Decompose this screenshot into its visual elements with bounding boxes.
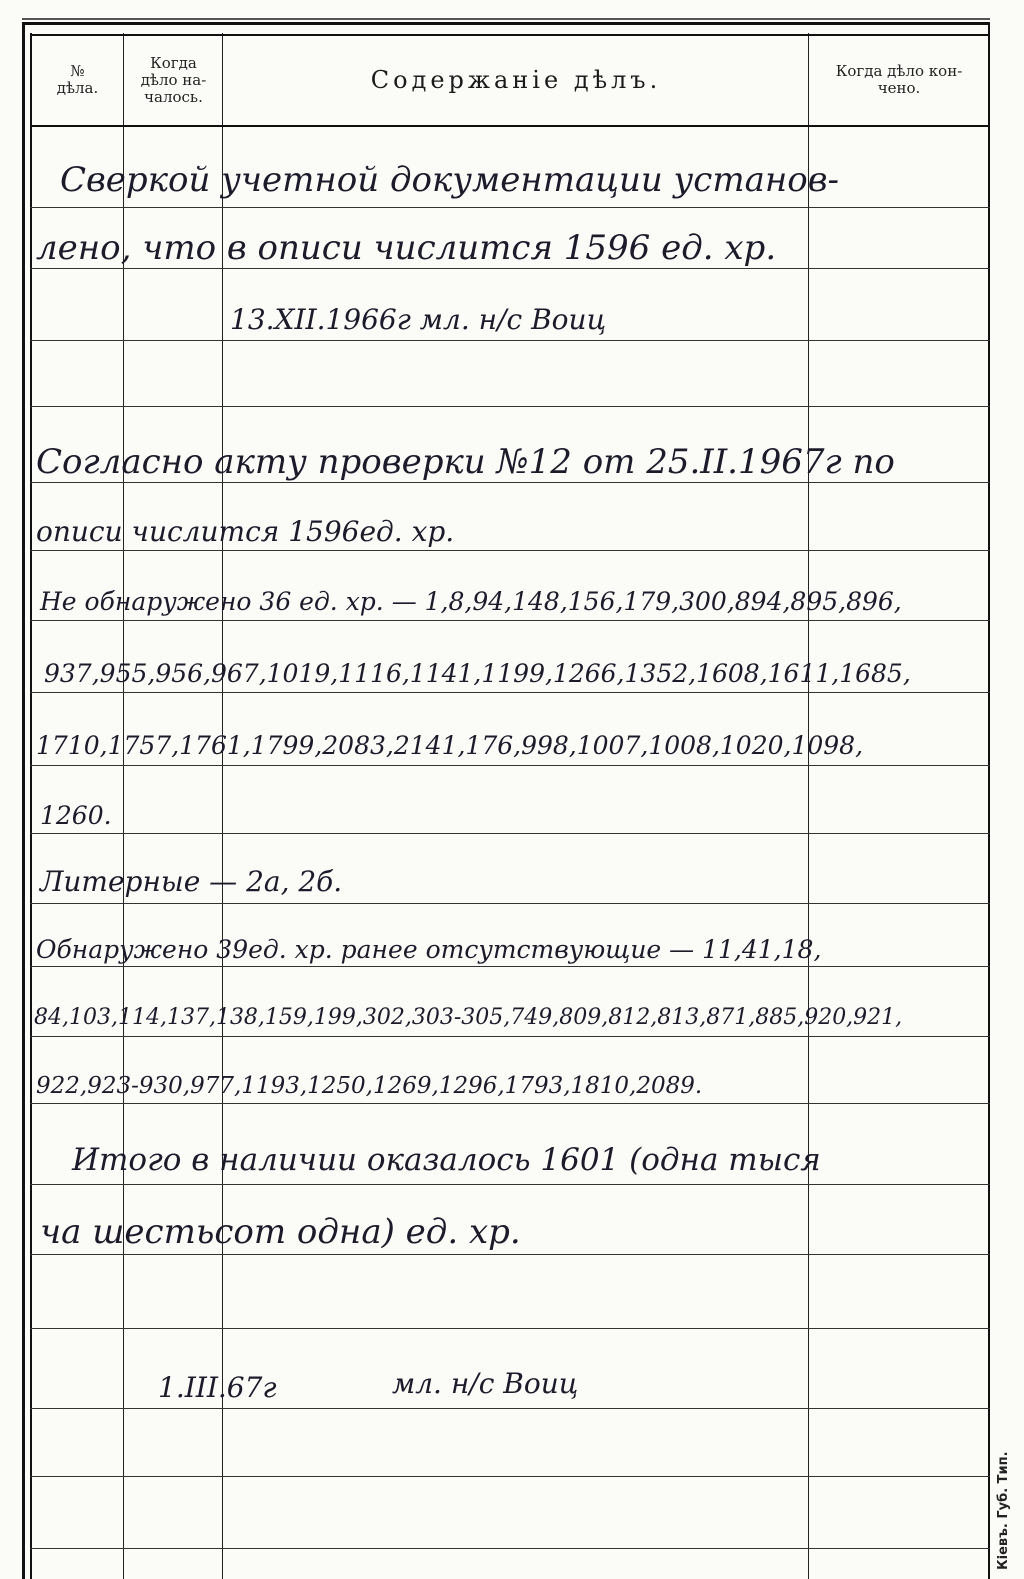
handwritten-signature-line: 13.XII.1966г мл. н/с Воиц bbox=[230, 303, 607, 336]
ruled-line bbox=[30, 406, 990, 407]
ruled-line bbox=[30, 207, 990, 208]
handwritten-line: описи числится 1596ед. хр. bbox=[36, 515, 455, 548]
handwritten-line: 1710,1757,1761,1799,2083,2141,176,998,1007,1008,1020,1098, bbox=[36, 731, 864, 760]
handwritten-line: Сверкой учетной документации установ- bbox=[60, 160, 839, 200]
handwritten-line: 922,923-930,977,1193,1250,1269,1296,1793,1810,2089. bbox=[36, 1073, 703, 1099]
column-border-right bbox=[988, 33, 990, 1579]
ruled-line bbox=[30, 833, 990, 834]
header-contents: Содержаніе дѣлъ. bbox=[370, 66, 662, 94]
handwritten-line: Литерные — 2а, 2б. bbox=[40, 865, 343, 898]
ruled-line bbox=[30, 340, 990, 341]
header-bottom-line bbox=[30, 125, 990, 127]
ruled-line bbox=[30, 1254, 990, 1255]
handwritten-line: 1260. bbox=[40, 801, 112, 830]
header-end-date: Когда дѣло кон- чено. bbox=[835, 62, 963, 97]
ruled-line bbox=[30, 1408, 990, 1409]
ruled-line bbox=[30, 1328, 990, 1329]
ruled-line bbox=[30, 1548, 990, 1549]
ruled-line bbox=[30, 1476, 990, 1477]
handwritten-date: 1.III.67г bbox=[158, 1371, 277, 1404]
handwritten-line: Итого в наличии оказалось 1601 (одна тыся bbox=[72, 1142, 821, 1178]
column-divider-contents bbox=[808, 33, 809, 1579]
header-number: № дѣла. bbox=[56, 62, 99, 97]
ruled-line bbox=[30, 268, 990, 269]
handwritten-line: 937,955,956,967,1019,1116,1141,1199,1266,1352,1608,1611,1685, bbox=[44, 659, 911, 688]
handwritten-line: лено, что в описи числится 1596 ед. хр. bbox=[36, 228, 777, 268]
column-border-left bbox=[30, 33, 32, 1579]
printer-imprint: Кіевъ. Губ. Тип. bbox=[996, 1451, 1011, 1570]
handwritten-line: ча шестьсот одна) ед. хр. bbox=[40, 1212, 521, 1252]
header-start-date: Когда дѣло на- чалось. bbox=[140, 53, 207, 106]
ruled-line bbox=[30, 482, 990, 483]
handwritten-line: 84,103,114,137,138,159,199,302,303-305,749,809,812,813,871,885,920,921, bbox=[34, 1005, 903, 1030]
handwritten-line: Обнаружено 39ед. хр. ранее отсутствующие — 11,41,18, bbox=[36, 935, 822, 964]
ruled-line bbox=[30, 903, 990, 904]
handwritten-signature: мл. н/с Воиц bbox=[392, 1367, 579, 1400]
handwritten-line: Не обнаружено 36 ед. хр. — 1,8,94,148,156,179,300,894,895,896, bbox=[40, 587, 902, 616]
ruled-line bbox=[30, 1184, 990, 1185]
handwritten-line: Согласно акту проверки №12 от 25.II.1967г по bbox=[36, 442, 895, 482]
